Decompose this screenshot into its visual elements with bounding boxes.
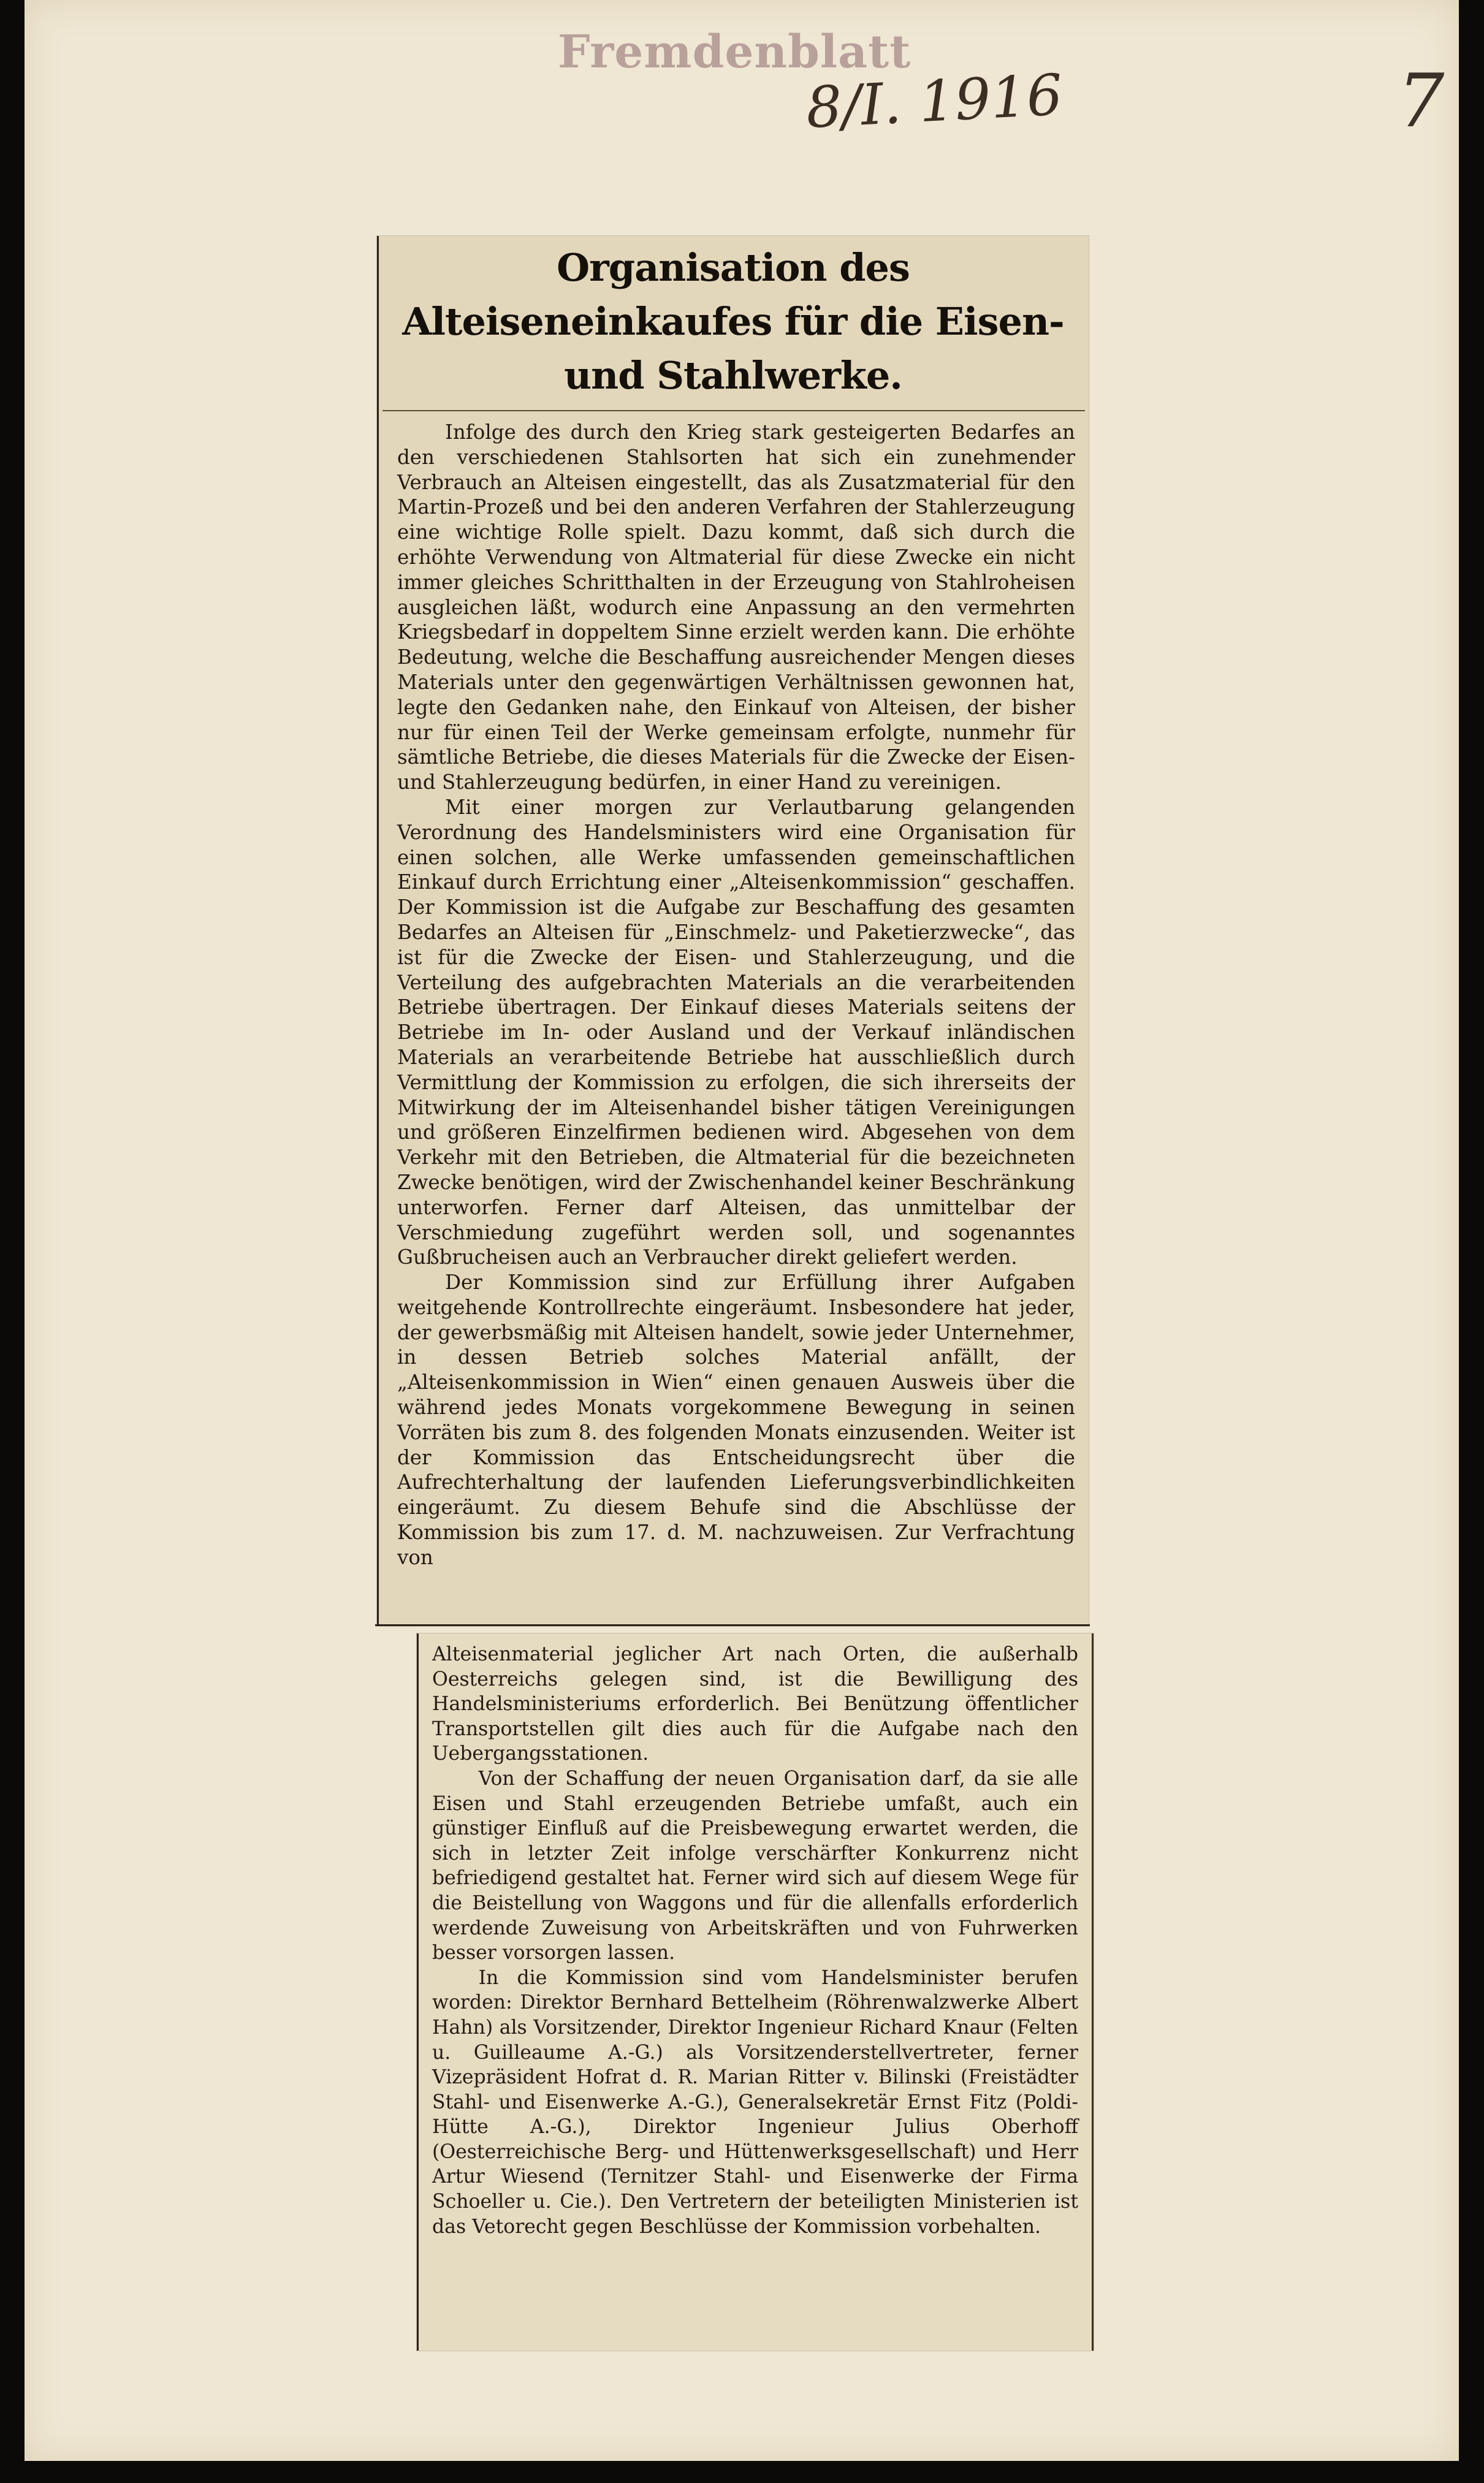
newspaper-clipping-top: [377, 236, 1089, 1626]
article-body-top: [379, 420, 1089, 1570]
handwritten-page-number: 7: [1398, 59, 1445, 144]
article-paragraph: Der Kommission sind zur Erfüllung ihrer Aufgaben weitgehende Kontrollrechte eingeräumt. Insbesondere hat jeder, der gewerbsmäßig mit Alteisen handelt, sowie jeder Unternehmer, in dessen Betrieb solches Material anfällt, der „Alteisenkommission in Wien“ einen genauen Ausweis über die während jedes Monats vorgekommene Bewegung in seinen Vorräten bis zum 8. des folgenden Monats einzusenden. Weiter ist der Kommission das Entscheidungsrecht über die Aufrechterhaltung der laufenden Lieferungsverbindlichkeiten eingeräumt. Zu diesem Behufe sind die Abschlüsse der Kommission bis zum 17. d. M. nachzuweisen. Zur Verfrachtung von: [397, 1271, 1075, 1569]
article-paragraph: Mit einer morgen zur Verlautbarung gelangenden Verordnung des Handelsministers wird eine Organisation für einen solchen, alle Werke umfassenden gemeinschaftlichen Einkauf durch Errichtung einer „Alteisenkommission“ geschaffen. Der Kommission ist die Aufgabe zur Beschaffung des gesamten Bedarfes an Alteisen für „Einschmelz- und Paketierzwecke“, das ist für die Zwecke der Eisen- und Stahlerzeugung, und die Verteilung des aufgebrachten Materials an die verarbeitenden Betriebe übertragen. Der Einkauf dieses Materials seitens der Betriebe im In- oder Ausland und der Verkauf inländischen Materials an verarbeitende Betriebe hat ausschließlich durch Vermittlung der Kommission zu erfolgen, die sich ihrerseits der Mitwirkung der im Alteisenhandel bisher tätigen Vereinigungen und größeren Einzelfirmen bedienen wird. Abgesehen von dem Verkehr mit den Betrieben, die Altmaterial für die bezeichneten Zwecke benötigen, wird der Zwischenhandel keiner Beschränkung unterworfen. Ferner darf Alteisen, das unmittelbar der Verschmiedung zugeführt werden soll, und sogenanntes Gußbrucheisen auch an Verbraucher direkt geliefert werden.: [397, 795, 1075, 1269]
article-title: Organisation des Alteiseneinkaufes für die Eisen- und Stahlwerke.: [402, 245, 1064, 398]
article-paragraph: Alteisenmaterial jeglicher Art nach Orten, die außerhalb Oesterreichs gelegen sind, ist die Bewilligung des Handelsministeriums erforderlich. Bei Benützung öffentlicher Transportstellen gilt dies auch für die Aufgabe nach den Uebergangsstationen.: [432, 1643, 1078, 1765]
newspaper-name-stamp: Fremdenblatt: [558, 26, 911, 78]
newspaper-clipping-bottom: [417, 1633, 1094, 2351]
article-paragraph: Infolge des durch den Krieg stark gesteigerten Bedarfes an den verschiedenen Stahlsorten hat sich ein zunehmender Verbrauch an Alteisen eingestellt, das als Zusatzmaterial für den Martin-Prozeß und bei den anderen Verfahren der Stahlerzeugung eine wichtige Rolle spielt. Dazu kommt, daß sich durch die erhöhte Verwendung von Altmaterial für diese Zwecke ein nicht immer gleiches Schritthalten in der Erzeugung von Stahlroheisen ausgleichen läßt, wodurch eine Anpassung an den vermehrten Kriegsbedarf in doppeltem Sinne erzielt werden kann. Die erhöhte Bedeutung, welche die Beschaffung ausreichender Mengen dieses Materials unter den gegenwärtigen Verhältnissen gewonnen hat, legte den Gedanken nahe, den Einkauf von Alteisen, der bisher nur für einen Teil der Werke gemeinsam erfolgte, nunmehr für sämtliche Betriebe, die dieses Materials für die Zwecke der Eisen- und Stahlerzeugung bedürfen, in einer Hand zu vereinigen.: [397, 420, 1075, 794]
article-paragraph: In die Kommission sind vom Handelsminister berufen worden: Direktor Bernhard Bettelheim (Röhrenwalzwerke Albert Hahn) als Vorsitzender, Direktor Ingenieur Richard Knaur (Felten u. Guilleaume A.-G.) als Vorsitzenderstellvertreter, ferner Vizepräsident Hofrat d. R. Marian Ritter v. Bilinski (Freistädter Stahl- und Eisenwerke A.-G.), Generalsekretär Ernst Fitz (Poldi-Hütte A.-G.), Direktor Ingenieur Julius Oberhoff (Oesterreichische Berg- und Hüttenwerksgesellschaft) und Herr Artur Wiesend (Ternitzer Stahl- und Eisenwerke der Firma Schoeller u. Cie.). Den Vertretern der beteiligten Ministerien ist das Vetorecht gegen Beschlüsse der Kommission vorbehalten.: [432, 1966, 1078, 2238]
article-paragraph: Von der Schaffung der neuen Organisation darf, da sie alle Eisen und Stahl erzeugenden Betriebe umfaßt, auch ein günstiger Einfluß auf die Preisbewegung erwartet werden, die sich in letzter Zeit infolge verschärfter Konkurrenz nicht befriedigend gestaltet hat. Ferner wird sich auf diesem Wege für die Beistellung von Waggons und für die allenfalls erforderlich werdende Zuweisung von Arbeitskräften und von Fuhrwerken besser vorsorgen lassen.: [432, 1767, 1078, 1964]
article-body-bottom: [419, 1633, 1092, 2239]
title-divider: [382, 410, 1085, 411]
clipping-cut-line: [375, 1624, 1090, 1626]
handwritten-date: 8/I. 1916: [804, 62, 1065, 141]
